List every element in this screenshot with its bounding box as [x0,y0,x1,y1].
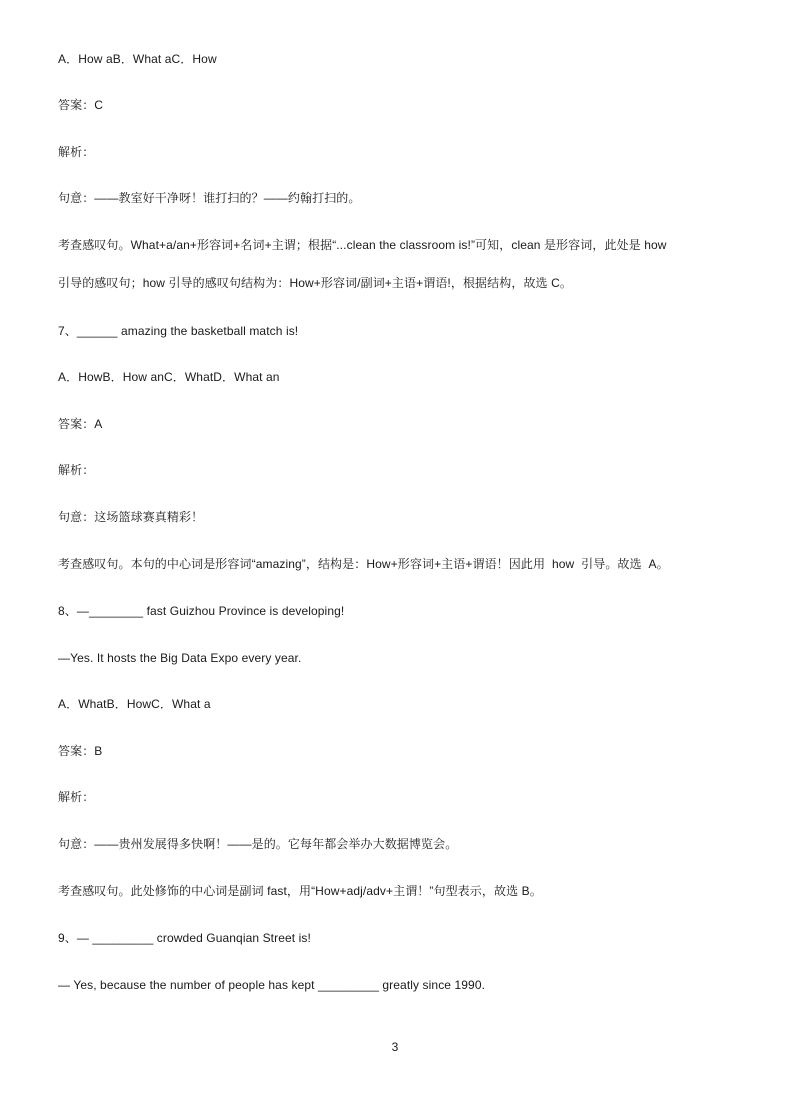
answer-line-q8: 答案：B [58,744,103,758]
page-number: 3 [391,1040,399,1054]
option-line-q6: A．How aB．What aC．How [58,52,217,66]
option-line-q8: A．WhatB．HowC．What a [58,697,211,711]
meaning-line-q7: 句意：这场篮球赛真精彩！ [58,510,204,524]
question-8: 8、—________ fast Guizhou Province is developing! [58,604,345,618]
question-9-reply: — Yes, because the number of people has kept _________ greatly since 1990. [58,978,486,992]
question-8-reply: —Yes. It hosts the Big Data Expo every year. [58,651,302,665]
analysis-label-q8: 解析： [58,790,95,804]
explanation-line-q7: 考查感叹句。本句的中心词是形容词“amazing”，结构是：How+形容词+主语+谓语！因此用 how 引导。故选 A。 [58,557,669,571]
option-line-q7: A．HowB．How anC．WhatD．What an [58,370,280,384]
question-7: 7、______ amazing the basketball match is! [58,324,299,338]
question-9: 9、— _________ crowded Guanqian Street is! [58,931,311,945]
answer-line-q6: 答案：C [58,98,104,112]
answer-line-q7: 答案：A [58,417,103,431]
meaning-line-q8: 句意：——贵州发展得多快啊！——是的。它每年都会举办大数据博览会。 [58,837,458,851]
explanation-line-q6-part1: 考查感叹句。What+a/an+形容词+名词+主谓；根据“...clean the classroom is!”可知，clean 是形容词，此处是 how [58,238,667,252]
analysis-label-q7: 解析： [58,463,95,477]
meaning-line-q6: 句意：——教室好干净呀！谁打扫的？——约翰打扫的。 [58,191,361,205]
explanation-line-q8: 考查感叹句。此处修饰的中心词是副词 fast，用“How+adj/adv+主谓！”句型表示，故选 B。 [58,884,542,898]
explanation-line-q6-part2: 引导的感叹句；how 引导的感叹句结构为：How+形容词/副词+主语+谓语!，根据结构，故选 C。 [58,276,572,290]
analysis-label-q6: 解析： [58,145,95,159]
